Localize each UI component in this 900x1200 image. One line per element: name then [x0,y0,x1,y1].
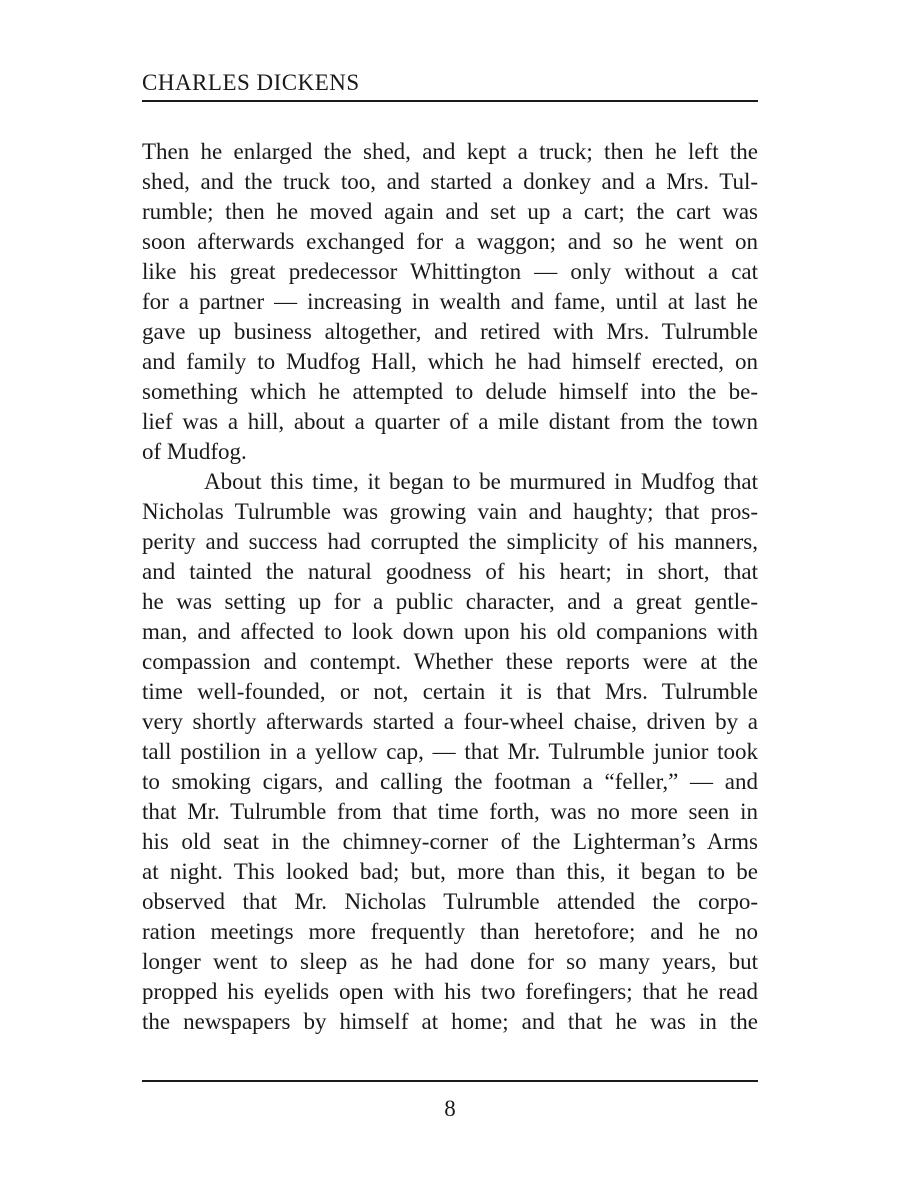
text-line: About this time, it began to be murmured in Mudfog that [204,469,758,494]
text-line: the newspapers by himself at home; and that he was in the [142,1009,758,1034]
paragraph-2 [142,467,758,1037]
text-line: soon afterwards exchanged for a waggon; and so he went on [142,229,758,254]
text-line: shed, and the truck too, and started a donkey and a Mrs. Tul- [142,169,758,194]
text-line: and tainted the natural goodness of his heart; in short, that [142,559,758,584]
text-line: propped his eyelids open with his two forefingers; that he read [142,979,758,1004]
footer-rule [142,1080,758,1082]
text-line: for a partner — increasing in wealth and fame, until at last he [142,289,758,314]
text-line: and family to Mudfog Hall, which he had himself erected, on [142,349,758,374]
book-page [142,0,758,1200]
body-text [142,137,758,1037]
text-line: gave up business altogether, and retired with Mrs. Tulrumble [142,319,758,344]
running-head: CHARLES DICKENS [142,70,360,95]
header-rule [142,100,758,102]
text-line: of Mudfog. [142,439,247,464]
text-line: he was setting up for a public character, and a great gentle- [142,589,758,614]
text-line: to smoking cigars, and calling the footman a “feller,” — and [142,769,758,794]
text-line: at night. This looked bad; but, more than this, it began to be [142,859,758,884]
page-number: 8 [444,1096,456,1121]
text-line: like his great predecessor Whittington — only without a cat [142,259,758,284]
text-line: tall postilion in a yellow cap, — that Mr. Tulrumble junior took [142,739,758,764]
text-line: that Mr. Tulrumble from that time forth, was no more seen in [142,799,758,824]
text-line: lief was a hill, about a quarter of a mile distant from the town [142,409,758,434]
text-line: longer went to sleep as he had done for so many years, but [142,949,758,974]
text-line: very shortly afterwards started a four-wheel chaise, driven by a [142,709,758,734]
text-line: ration meetings more frequently than heretofore; and he no [142,919,758,944]
text-line: Nicholas Tulrumble was growing vain and haughty; that pros- [142,499,758,524]
text-line: compassion and contempt. Whether these reports were at the [142,649,758,674]
text-line: Then he enlarged the shed, and kept a truck; then he left the [142,139,758,164]
text-line: something which he attempted to delude himself into the be- [142,379,758,404]
text-line: rumble; then he moved again and set up a cart; the cart was [142,199,758,224]
text-line: man, and affected to look down upon his old companions with [142,619,758,644]
text-line: his old seat in the chimney-corner of the Lighterman’s Arms [142,829,758,854]
text-line: perity and success had corrupted the simplicity of his manners, [142,529,758,554]
text-line: observed that Mr. Nicholas Tulrumble attended the corpo- [142,889,758,914]
text-line: time well-founded, or not, certain it is that Mrs. Tulrumble [142,679,758,704]
paragraph-1 [142,137,758,467]
